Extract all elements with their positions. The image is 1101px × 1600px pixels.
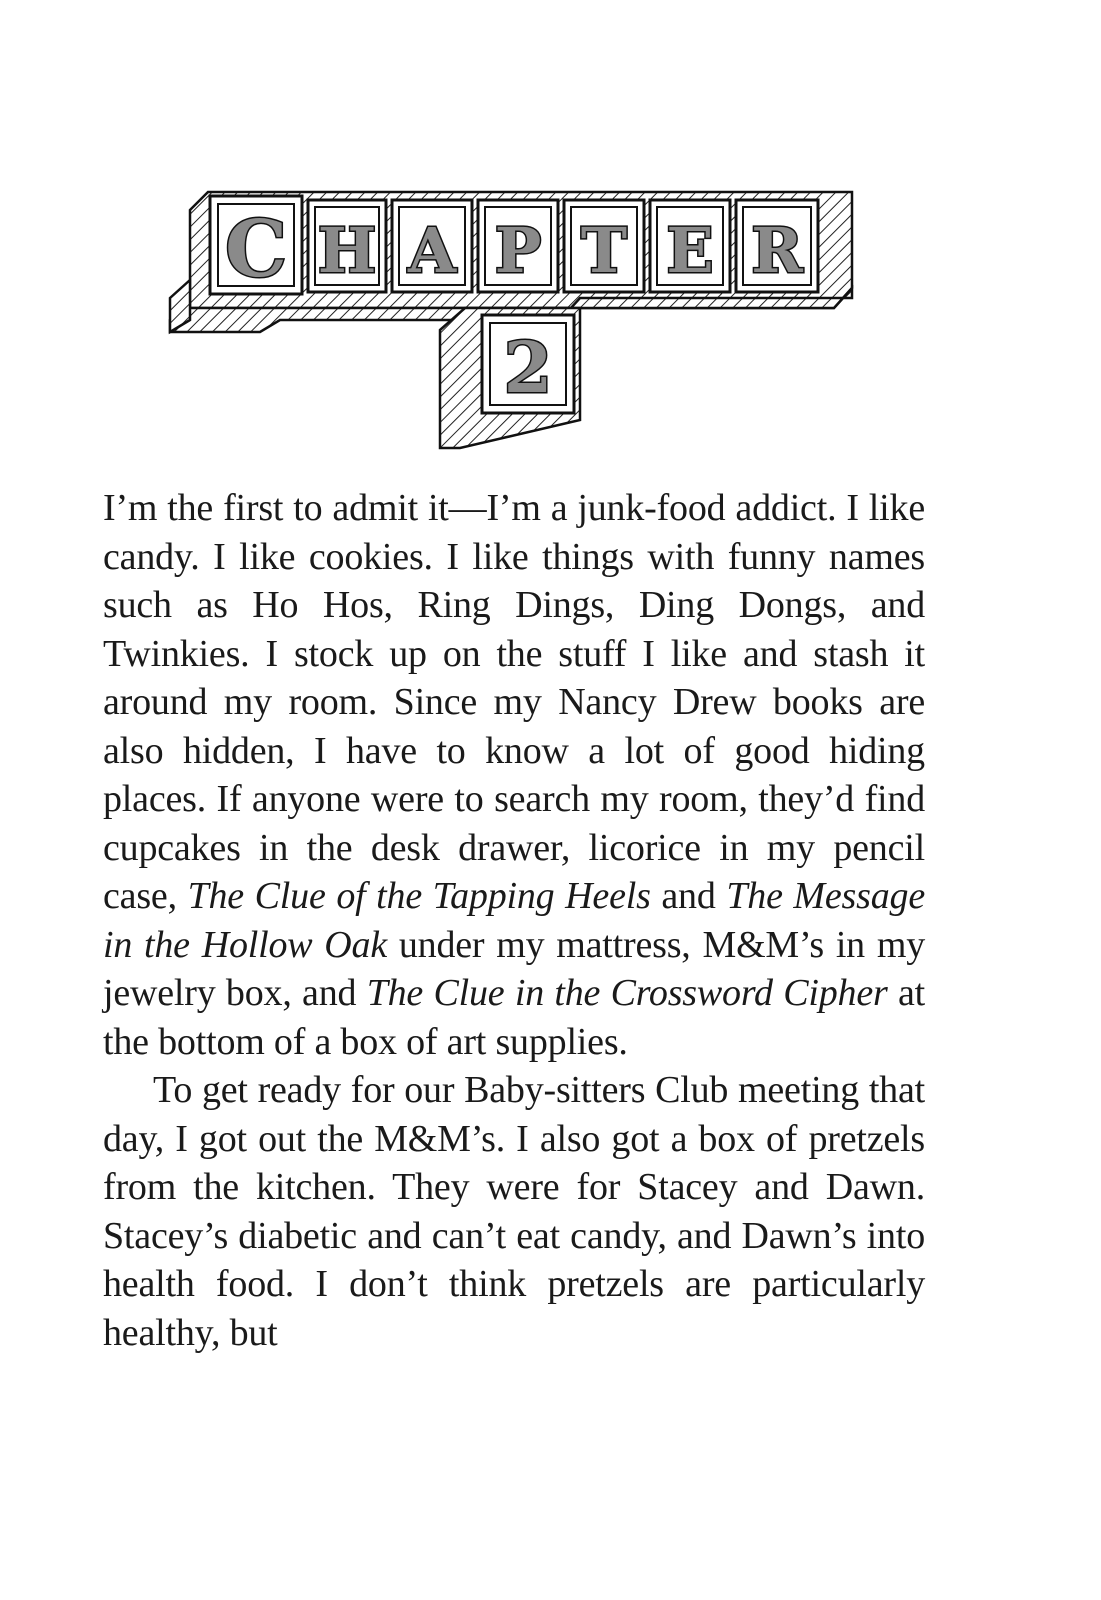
chapter-letter: H: [317, 214, 377, 287]
letter-block-h: [308, 200, 386, 292]
chapter-body: [103, 484, 925, 1357]
text-run: I’m the first to admit it—I’m a junk-food addict. I like candy. I like cookies. I like things with funny names such as Ho Hos, Ring Dings, Ding Dongs, and Twinkies. I stock up on the stuff I like and stash it around my room. Since my Nancy Drew books are also hidden, I have to know a lot of good hiding places. If anyone were to search my room, they’d find cupcakes in the desk drawer, licorice in my pencil case,: [103, 487, 925, 917]
text-run: under my mattress, M&M’s in my jewelry box, and: [103, 923, 926, 1014]
text-run: and: [650, 875, 727, 917]
letter-block-e: [650, 200, 730, 292]
letter-block-r: [736, 200, 818, 292]
chapter-heading: [160, 180, 880, 460]
chapter-letter: C: [224, 204, 288, 295]
paragraph: [103, 1066, 925, 1357]
chapter-letter: P: [494, 214, 542, 287]
chapter-letter: E: [666, 214, 714, 287]
chapter-number-block: [482, 315, 574, 413]
book-title: The Clue in the Crossword Cipher: [366, 972, 888, 1014]
letter-block-t: [564, 200, 644, 292]
book-title: The Message in the Hollow Oak: [103, 875, 925, 966]
text-run: To get ready for our Baby-sitters Club meeting that day, I got out the M&M’s. I also got a box of pretzels from the kitchen. They were for Stacey and Dawn. Stacey’s diabetic and can’t eat candy, and Dawn’s into health food. I don’t think pretzels are particularly healthy, but: [103, 1069, 925, 1354]
text-run: at the bottom of a box of art supplies.: [103, 972, 925, 1063]
paragraph: [103, 484, 925, 1066]
chapter-blocks-illustration: [160, 180, 880, 460]
chapter-letter: A: [407, 214, 457, 287]
book-title: The Clue of the Tapping Heels: [187, 875, 651, 917]
letter-block-c: [210, 196, 302, 295]
letter-blocks: [210, 196, 818, 295]
chapter-number: 2: [503, 326, 553, 409]
letter-block-p: [478, 200, 558, 292]
chapter-letter: T: [580, 214, 628, 287]
letter-block-a: [392, 200, 472, 292]
chapter-letter: R: [751, 214, 803, 287]
